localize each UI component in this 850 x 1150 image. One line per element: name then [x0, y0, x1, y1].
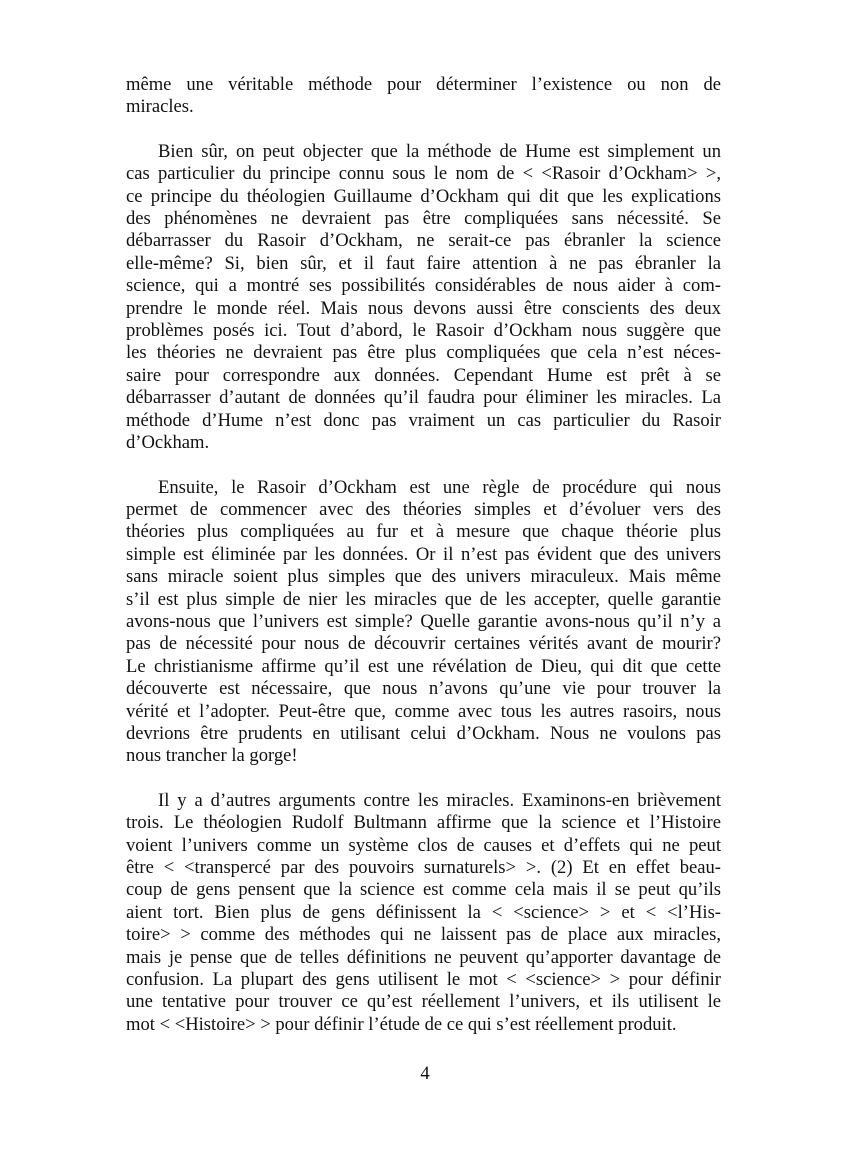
text-line: permet de commencer avec des théories simples et d’évoluer vers des: [126, 498, 721, 520]
text-line: nous trancher la gorge!: [126, 745, 298, 767]
text-line: Il y a d’autres arguments contre les miracles. Examinons-en brièvement: [158, 789, 721, 811]
text-line: Le christianisme affirme qu’il est une révélation de Dieu, qui dit que cette: [126, 655, 721, 677]
text-line: découverte est nécessaire, que nous n’avons qu’une vie pour trouver la: [126, 678, 721, 700]
text-line: vérité et l’adopter. Peut-être que, comme avec tous les autres rasoirs, nous: [126, 700, 721, 722]
text-line: confusion. La plupart des gens utilisent le mot < <science> > pour définir: [126, 969, 721, 991]
text-line: toire> > comme des méthodes qui ne laissent pas de place aux miracles,: [126, 924, 721, 946]
body-text: [126, 74, 721, 1058]
text-line: mot < <Histoire> > pour définir l’étude de ce qui s’est réellement produit.: [126, 1013, 677, 1035]
text-line: Bien sûr, on peut objecter que la méthode de Hume est simplement un: [158, 140, 721, 162]
text-line: méthode d’Hume n’est donc pas vraiment un cas particulier du Rasoir: [126, 409, 721, 431]
text-line: cas particulier du principe connu sous le nom de < <Rasoir d’Ockham> >,: [126, 163, 721, 185]
text-line: une tentative pour trouver ce qu’est réellement l’univers, et ils utilisent le: [126, 991, 721, 1013]
text-line: pas de nécessité pour nous de découvrir certaines vérités avant de mourir?: [126, 633, 721, 655]
text-line: voient l’univers comme un système clos de causes et d’effets qui ne peut: [126, 834, 721, 856]
text-line: trois. Le théologien Rudolf Bultmann affirme que la science et l’Histoire: [126, 812, 721, 834]
text-line: prendre le monde réel. Mais nous devons aussi être conscients des deux: [126, 297, 721, 319]
text-line: saire pour correspondre aux données. Cependant Hume est prêt à se: [126, 364, 721, 386]
paragraph: [126, 141, 721, 455]
text-line: mais je pense que de telles définitions ne peuvent qu’apporter davantage de: [126, 946, 721, 968]
text-line: problèmes posés ici. Tout d’abord, le Rasoir d’Ockham nous suggère que: [126, 320, 721, 342]
text-line: d’Ockham.: [126, 432, 210, 454]
paragraph: [126, 74, 721, 119]
text-line: elle-même? Si, bien sûr, et il faut faire attention à ne pas ébranler la: [126, 252, 721, 274]
text-line: simple est éliminée par les données. Or il n’est pas évident que des univers: [126, 543, 721, 565]
text-line: être < <transpercé par des pouvoirs surnaturels> >. (2) Et en effet beau-: [126, 857, 721, 878]
text-line: coup de gens pensent que la science est comme cela mais il se peut qu’ils: [126, 879, 721, 901]
text-line: miracles.: [126, 96, 194, 118]
text-line: débarrasser d’autant de données qu’il faudra pour éliminer les miracles. La: [126, 387, 721, 409]
paragraph: [126, 790, 721, 1036]
text-line: s’il est plus simple de nier les miracles que de les accepter, quelle garantie: [126, 588, 721, 610]
text-line: devrions être prudents en utilisant celui d’Ockham. Nous ne voulons pas: [126, 722, 721, 744]
paragraph: [126, 477, 721, 768]
text-line: aient tort. Bien plus de gens définissent la < <science> > et < <l’His-: [126, 901, 721, 923]
text-line: débarrasser du Rasoir d’Ockham, ne serait-ce pas ébranler la science: [126, 230, 721, 252]
text-line: ce principe du théologien Guillaume d’Ockham qui dit que les explications: [126, 185, 721, 207]
page-number: 4: [420, 1063, 430, 1084]
text-line: des phénomènes ne devraient pas être compliquées sans nécessité. Se: [126, 208, 721, 230]
text-line: théories plus compliquées au fur et à mesure que chaque théorie plus: [126, 521, 721, 543]
text-line: Ensuite, le Rasoir d’Ockham est une règle de procédure qui nous: [158, 476, 721, 498]
text-line: même une véritable méthode pour déterminer l’existence ou non de: [126, 74, 721, 95]
text-line: les théories ne devraient pas être plus compliquées que cela n’est néces-: [126, 342, 721, 364]
text-line: sans miracle soient plus simples que des univers miraculeux. Mais même: [126, 566, 721, 588]
text-line: avons-nous que l’univers est simple? Quelle garantie avons-nous qu’il n’y a: [126, 610, 721, 632]
text-line: science, qui a montré ses possibilités considérables de nous aider à com-: [126, 275, 721, 297]
